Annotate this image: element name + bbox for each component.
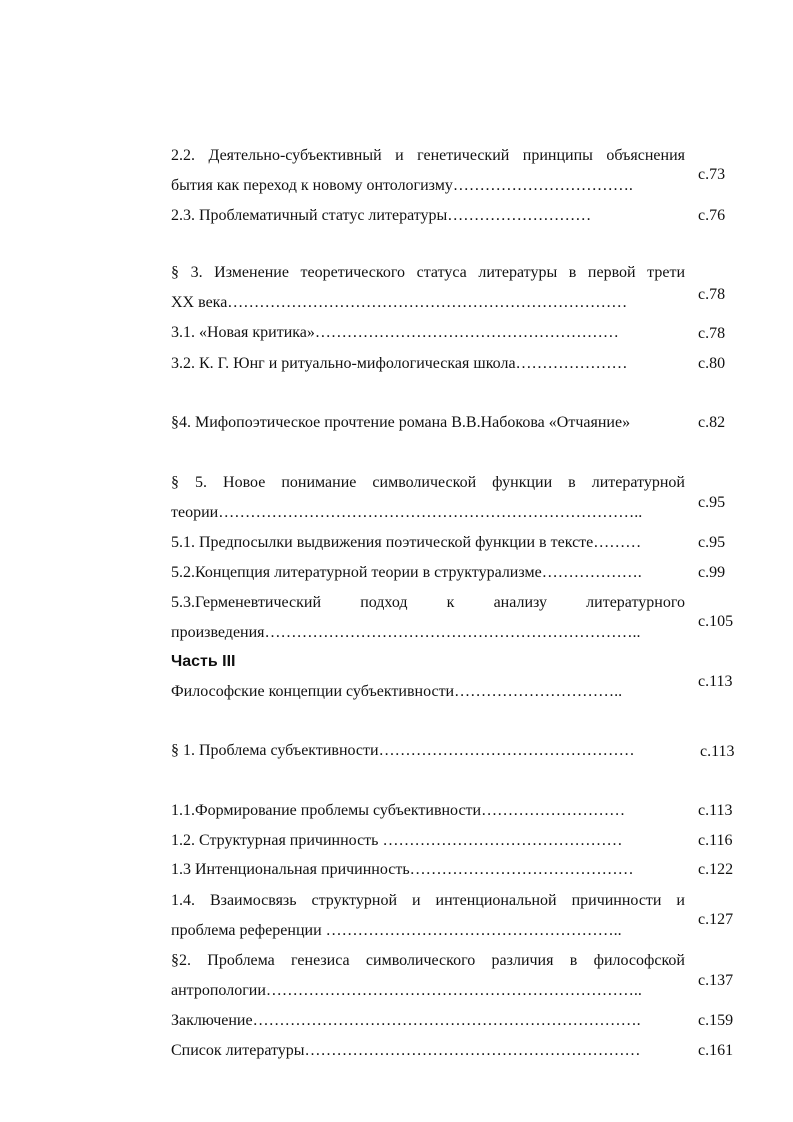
toc-entry [171, 201, 685, 231]
toc-entry [171, 796, 685, 826]
toc-entry-title-line1: 1.3 Интенциональная причинность…………………………………… [171, 861, 634, 878]
toc-entry [171, 886, 685, 946]
toc-entry-title-line1: 1.4. Взаимосвязь структурной и интенциональной причинности и [171, 892, 685, 909]
toc-page-number: с.95 [698, 494, 726, 511]
toc-page-number: с.78 [698, 286, 726, 303]
toc-page-number: с.159 [698, 1012, 734, 1029]
toc-page-number: с.78 [698, 325, 726, 342]
toc-entry-title-line1: 2.2. Деятельно-субъективный и генетический принципы объяснения [171, 147, 685, 164]
toc-entry [171, 677, 685, 707]
toc-entry-title-line1: 5.2.Концепция литературной теории в структурализме………………. [171, 564, 642, 581]
toc-entry-title-line2: бытия как переход к новому онтологизму……………………………. [171, 177, 633, 194]
toc-entry-title-line2: XX века………………………………………………………………… [171, 294, 628, 311]
toc-entry [171, 826, 685, 856]
toc-entry-title-line1: 2.3. Проблематичный статус литературы……………………… [171, 207, 592, 224]
toc-entry [171, 318, 685, 348]
toc-entry-title-line1: 1.2. Структурная причинность ……………………………………… [171, 832, 623, 849]
toc-entry [171, 946, 685, 1006]
toc-entry-title-line2: произведения…………………………………………………………….. [171, 624, 641, 641]
toc-page-number: с.105 [698, 613, 734, 630]
toc-entry-title-line1: § 5. Новое понимание символической функции в литературной [171, 474, 685, 491]
toc-entry-title-line1: 1.1.Формирование проблемы субъективности……………………… [171, 802, 626, 819]
toc-entry [171, 141, 685, 201]
toc-entry [171, 855, 685, 885]
toc-page-number: с.161 [698, 1042, 734, 1059]
toc-page-number: с.116 [698, 832, 733, 849]
toc-entry-title-line2: теории…………………………………………………………………….. [171, 504, 643, 521]
part-heading: Часть III [171, 653, 236, 670]
toc-entry-title-line2: антропологии…………………………………………………………….. [171, 982, 642, 999]
toc-entry-title-line1: §2. Проблема генезиса символического различия в философской [171, 952, 685, 969]
toc-entry [171, 1036, 685, 1066]
toc-entry-title-line1: Заключение………………………………………………………………. [171, 1012, 641, 1029]
toc-entry-title-line1: Список литературы……………………………………………………… [171, 1042, 641, 1059]
toc-page-number: с.95 [698, 534, 726, 551]
toc-entry [171, 258, 685, 318]
toc-page-number: с.137 [698, 972, 734, 989]
toc-entry-title-line1: 5.1. Предпосылки выдвижения поэтической функции в тексте……… [171, 534, 642, 551]
toc-entry [171, 528, 685, 558]
toc-entry-title-line2: проблема референции ……………………………………………….. [171, 922, 622, 939]
toc-entry [171, 468, 685, 528]
toc-entry-title-line1: 3.2. К. Г. Юнг и ритуально-мифологическая школа………………… [171, 355, 628, 372]
toc-entry-title-line1: § 3. Изменение теоретического статуса литературы в первой трети [171, 264, 685, 281]
toc-page-number: с.76 [698, 207, 726, 224]
toc-entry [171, 349, 685, 379]
toc-page-number: с.113 [700, 743, 735, 760]
toc-entry [171, 1006, 685, 1036]
toc-page-number: с.122 [698, 861, 734, 878]
toc-entry-title-line1: 3.1. «Новая критика»………………………………………………… [171, 324, 619, 341]
toc-page-number: с.73 [698, 166, 726, 183]
toc-entry-title-line1: § 1. Проблема субъективности………………………………………… [171, 742, 635, 759]
toc-page-number: с.82 [698, 414, 726, 431]
toc-entry [171, 588, 685, 648]
toc-entry [171, 408, 685, 438]
toc-page-number: с.127 [698, 911, 734, 928]
toc-entry [171, 558, 685, 588]
toc-page-number: с.113 [698, 673, 733, 690]
toc-page-number: с.80 [698, 355, 726, 372]
toc-page-number: с.99 [698, 564, 726, 581]
toc-entry-title-line1: 5.3.Герменевтический подход к анализу литературного [171, 594, 685, 611]
toc-entry [171, 736, 685, 766]
toc-page-number: с.113 [698, 802, 733, 819]
toc-entry-title-line1: Философские концепции субъективности………………………….. [171, 683, 623, 700]
toc-entry-title-line1: §4. Мифопоэтическое прочтение романа В.В.Набокова «Отчаяние» [171, 414, 631, 431]
